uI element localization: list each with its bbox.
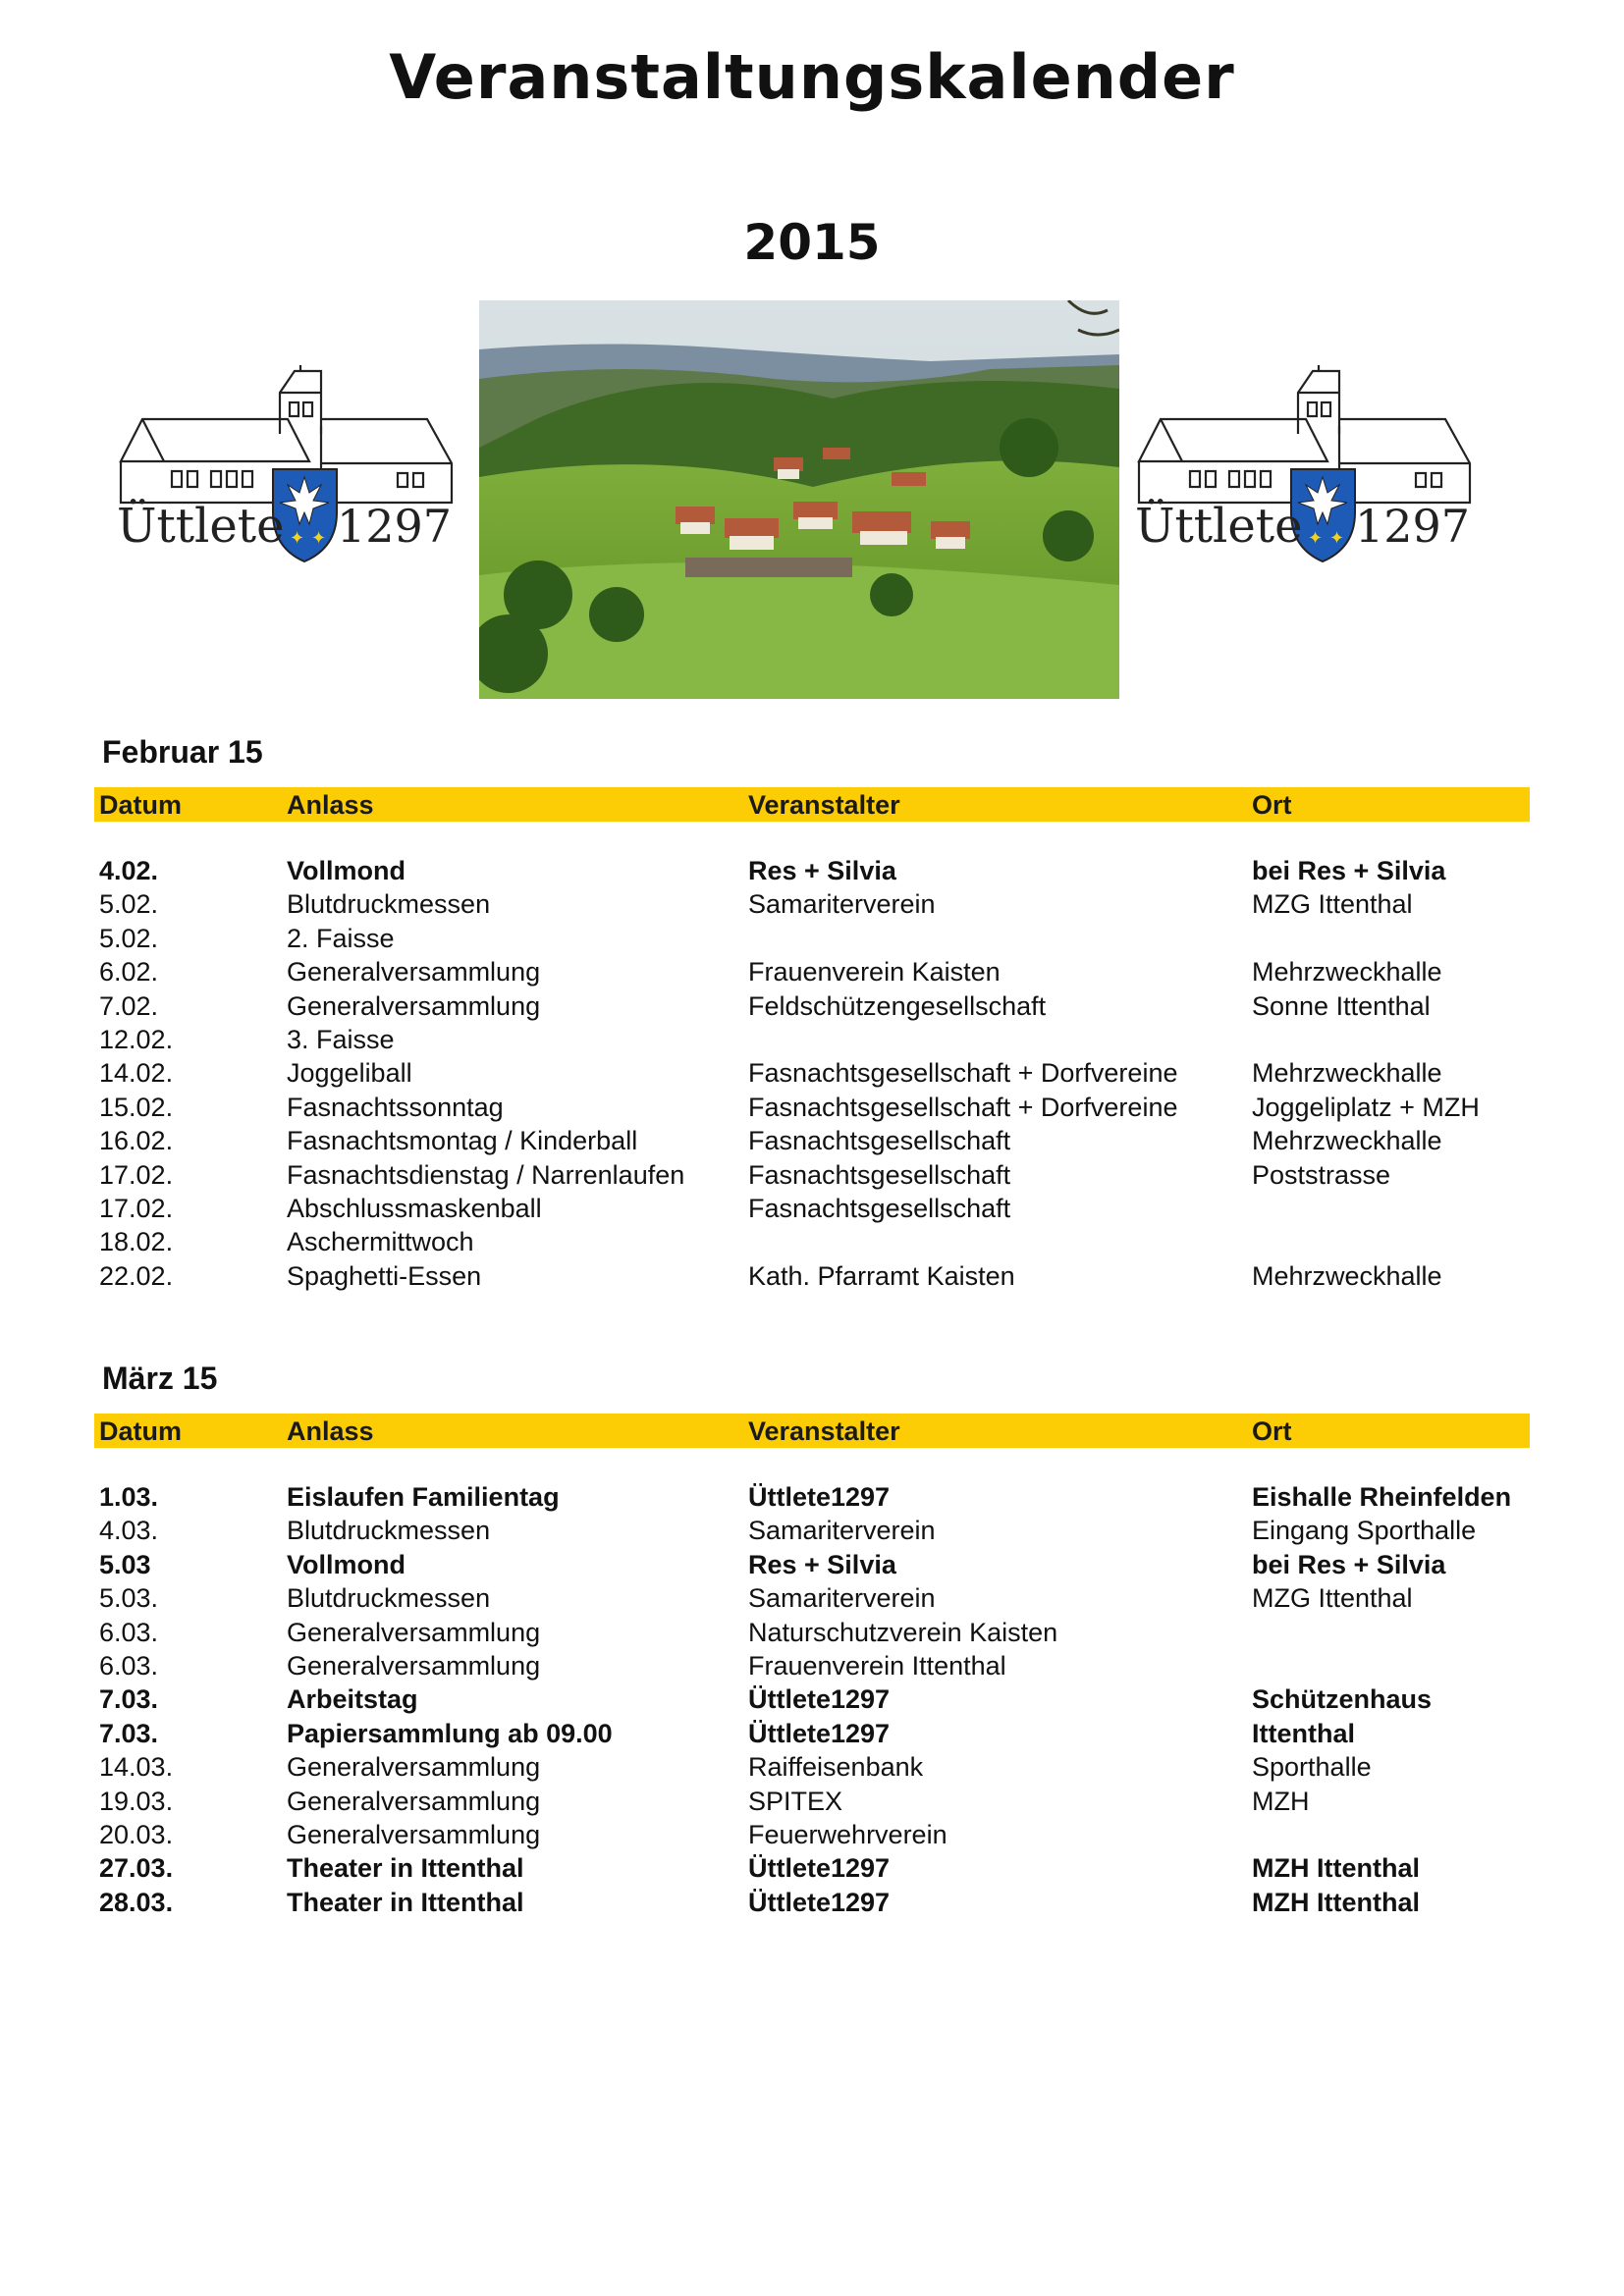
col-ort: Ort: [1252, 1416, 1292, 1446]
event-row: [0, 1227, 1624, 1260]
event-row: [0, 1684, 1624, 1718]
event-row: [0, 991, 1624, 1025]
event-row: [0, 1126, 1624, 1159]
event-date: 22.02.: [99, 1260, 174, 1291]
event-date: 12.02.: [99, 1024, 174, 1054]
event-list-maerz: [0, 1482, 1624, 1921]
event-row: [0, 924, 1624, 957]
event-row: [0, 1618, 1624, 1651]
event-row: [0, 1853, 1624, 1887]
event-date: 20.03.: [99, 1819, 174, 1849]
event-organizer: Üttlete1297: [748, 1718, 891, 1748]
month-heading-februar: Februar 15: [102, 734, 263, 770]
event-name: Generalversammlung: [287, 1786, 541, 1816]
event-location: Sonne Ittenthal: [1252, 990, 1431, 1021]
event-name: Papiersammlung ab 09.00: [287, 1718, 613, 1748]
village-logo-right: [1131, 365, 1485, 571]
logo-year: 1297: [337, 500, 453, 553]
event-location: MZH: [1252, 1786, 1310, 1816]
year-heading: 2015: [743, 214, 881, 271]
event-name: Eislaufen Familientag: [287, 1482, 560, 1512]
event-date: 14.03.: [99, 1752, 174, 1783]
event-row: [0, 957, 1624, 990]
event-date: 18.02.: [99, 1227, 174, 1257]
logo-year: 1297: [1355, 500, 1471, 553]
event-location: Ittenthal: [1252, 1718, 1355, 1748]
event-name: Theater in Ittenthal: [287, 1853, 524, 1884]
event-name: Generalversammlung: [287, 1819, 541, 1849]
event-row: [0, 1194, 1624, 1227]
col-veranstalter: Veranstalter: [748, 790, 900, 820]
event-date: 7.03.: [99, 1684, 159, 1715]
event-organizer: Fasnachtsgesellschaft: [748, 1126, 1011, 1156]
event-organizer: Frauenverein Ittenthal: [748, 1650, 1006, 1681]
event-organizer: Feldschützengesellschaft: [748, 990, 1047, 1021]
event-row: [0, 1583, 1624, 1617]
event-name: Abschlussmaskenball: [287, 1193, 542, 1223]
event-organizer: Üttlete1297: [748, 1684, 891, 1715]
table-header-maerz: [94, 1414, 1530, 1448]
event-date: 16.02.: [99, 1126, 174, 1156]
event-row: [0, 889, 1624, 923]
event-location: MZG Ittenthal: [1252, 1583, 1413, 1614]
event-date: 5.03: [99, 1549, 151, 1579]
event-name: Blutdruckmessen: [287, 1583, 491, 1614]
event-name: Generalversammlung: [287, 1617, 541, 1647]
event-name: Arbeitstag: [287, 1684, 418, 1715]
event-name: Generalversammlung: [287, 1650, 541, 1681]
svg-text:✦: ✦: [1329, 528, 1345, 549]
event-date: 4.03.: [99, 1516, 159, 1546]
event-organizer: Fasnachtsgesellschaft + Dorfvereine: [748, 1092, 1178, 1122]
event-organizer: Üttlete1297: [748, 1482, 891, 1512]
event-name: 3. Faisse: [287, 1024, 395, 1054]
event-date: 19.03.: [99, 1786, 174, 1816]
event-row: [0, 1093, 1624, 1126]
event-row: [0, 1550, 1624, 1583]
col-datum: Datum: [99, 1416, 183, 1446]
event-name: Fasnachtssonntag: [287, 1092, 504, 1122]
event-list-februar: [0, 856, 1624, 1295]
event-name: Spaghetti-Essen: [287, 1260, 482, 1291]
event-row: [0, 1516, 1624, 1549]
page-title: Veranstaltungskalender: [389, 41, 1235, 113]
event-name: Vollmond: [287, 1549, 406, 1579]
event-organizer: SPITEX: [748, 1786, 843, 1816]
col-datum: Datum: [99, 790, 183, 820]
event-name: Fasnachtsmontag / Kinderball: [287, 1126, 638, 1156]
event-date: 4.02.: [99, 856, 159, 885]
event-name: Blutdruckmessen: [287, 889, 491, 920]
event-row: [0, 1888, 1624, 1921]
event-date: 5.02.: [99, 923, 159, 953]
event-organizer: Samariterverein: [748, 1516, 936, 1546]
col-anlass: Anlass: [287, 790, 374, 820]
event-name: Blutdruckmessen: [287, 1516, 491, 1546]
village-landscape-photo: [479, 300, 1119, 699]
event-name: Theater in Ittenthal: [287, 1887, 524, 1917]
event-date: 17.02.: [99, 1159, 174, 1190]
event-row: [0, 1787, 1624, 1820]
event-location: MZH Ittenthal: [1252, 1853, 1420, 1884]
event-organizer: Fasnachtsgesellschaft: [748, 1193, 1011, 1223]
event-row: [0, 1160, 1624, 1194]
event-date: 6.02.: [99, 957, 159, 988]
event-name: Vollmond: [287, 856, 406, 885]
event-row: [0, 1058, 1624, 1092]
event-organizer: Samariterverein: [748, 889, 936, 920]
month-heading-maerz: März 15: [102, 1361, 218, 1396]
event-name: 2. Faisse: [287, 923, 395, 953]
event-location: Eingang Sporthalle: [1252, 1516, 1477, 1546]
event-date: 5.02.: [99, 889, 159, 920]
event-organizer: Feuerwehrverein: [748, 1819, 947, 1849]
event-name: Aschermittwoch: [287, 1227, 474, 1257]
event-date: 15.02.: [99, 1092, 174, 1122]
col-anlass: Anlass: [287, 1416, 374, 1446]
event-organizer: Raiffeisenbank: [748, 1752, 924, 1783]
event-organizer: Samariterverein: [748, 1583, 936, 1614]
event-name: Generalversammlung: [287, 990, 541, 1021]
event-location: bei Res + Silvia: [1252, 856, 1446, 885]
event-date: 5.03.: [99, 1583, 159, 1614]
logo-name: Üttlete: [117, 499, 285, 554]
event-row: [0, 1025, 1624, 1058]
svg-text:✦: ✦: [1308, 528, 1324, 549]
event-location: Joggeliplatz + MZH: [1252, 1092, 1480, 1122]
event-date: 6.03.: [99, 1617, 159, 1647]
event-organizer: Res + Silvia: [748, 856, 896, 885]
table-header-februar: [94, 787, 1530, 822]
event-row: [0, 1719, 1624, 1752]
event-location: MZG Ittenthal: [1252, 889, 1413, 920]
event-row: [0, 1482, 1624, 1516]
village-logo-left: [113, 365, 466, 571]
event-location: Mehrzweckhalle: [1252, 1058, 1442, 1089]
event-organizer: Fasnachtsgesellschaft + Dorfvereine: [748, 1058, 1178, 1089]
event-date: 28.03.: [99, 1887, 174, 1917]
event-location: Sporthalle: [1252, 1752, 1372, 1783]
event-name: Generalversammlung: [287, 957, 541, 988]
event-location: Mehrzweckhalle: [1252, 1260, 1442, 1291]
event-date: 1.03.: [99, 1482, 159, 1512]
event-organizer: Kath. Pfarramt Kaisten: [748, 1260, 1015, 1291]
event-date: 17.02.: [99, 1193, 174, 1223]
event-name: Generalversammlung: [287, 1752, 541, 1783]
event-organizer: Üttlete1297: [748, 1887, 891, 1917]
event-row: [0, 1820, 1624, 1853]
event-name: Joggeliball: [287, 1058, 412, 1089]
event-location: Eishalle Rheinfelden: [1252, 1482, 1512, 1512]
event-row: [0, 856, 1624, 889]
col-veranstalter: Veranstalter: [748, 1416, 900, 1446]
event-organizer: Üttlete1297: [748, 1853, 891, 1884]
event-date: 7.03.: [99, 1718, 159, 1748]
event-location: bei Res + Silvia: [1252, 1549, 1446, 1579]
logo-name: Üttlete: [1135, 499, 1303, 554]
event-row: [0, 1752, 1624, 1786]
event-location: Mehrzweckhalle: [1252, 1126, 1442, 1156]
event-row: [0, 1261, 1624, 1295]
event-date: 27.03.: [99, 1853, 174, 1884]
event-location: Schützenhaus: [1252, 1684, 1433, 1715]
event-date: 14.02.: [99, 1058, 174, 1089]
event-organizer: Frauenverein Kaisten: [748, 957, 1001, 988]
svg-text:✦: ✦: [290, 528, 305, 549]
event-name: Fasnachtsdienstag / Narrenlaufen: [287, 1159, 685, 1190]
event-date: 7.02.: [99, 990, 159, 1021]
event-date: 6.03.: [99, 1650, 159, 1681]
event-location: Poststrasse: [1252, 1159, 1391, 1190]
event-location: Mehrzweckhalle: [1252, 957, 1442, 988]
event-organizer: Res + Silvia: [748, 1549, 896, 1579]
event-organizer: Naturschutzverein Kaisten: [748, 1617, 1058, 1647]
svg-text:✦: ✦: [311, 528, 327, 549]
event-row: [0, 1651, 1624, 1684]
event-organizer: Fasnachtsgesellschaft: [748, 1159, 1011, 1190]
event-location: MZH Ittenthal: [1252, 1887, 1420, 1917]
col-ort: Ort: [1252, 790, 1292, 820]
